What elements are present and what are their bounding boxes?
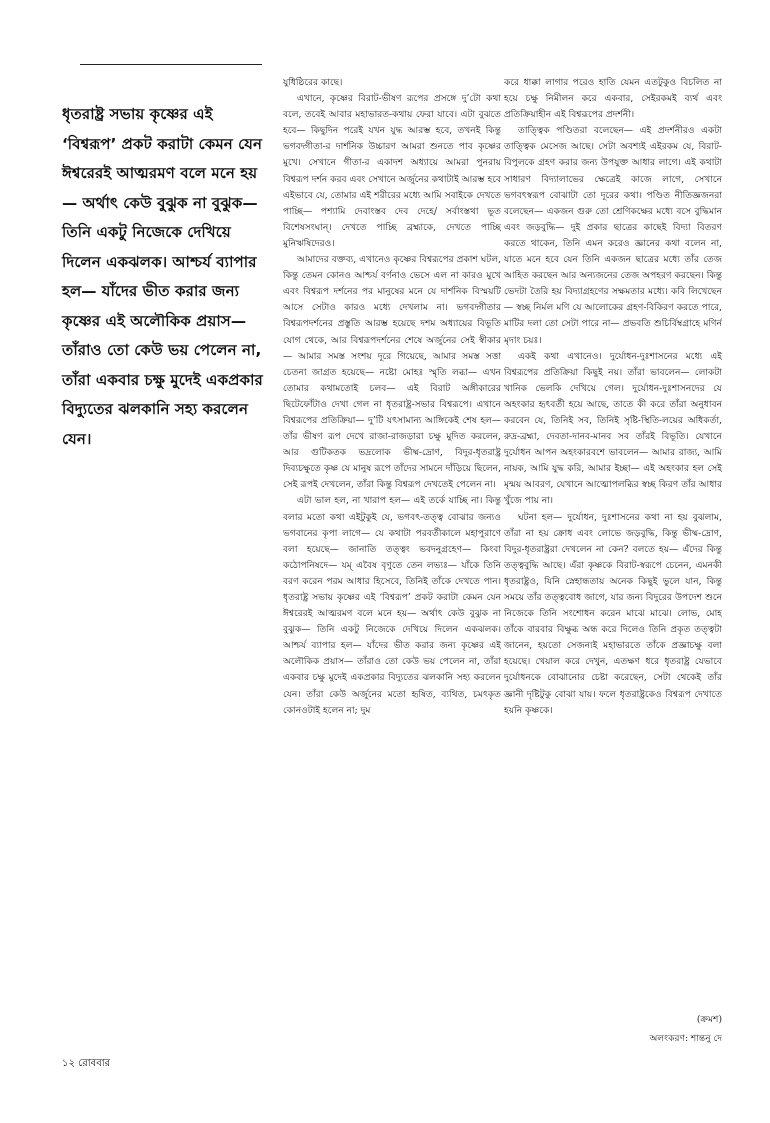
illustration-credit: অলংকরণ: শান্তনু দে [649,1034,722,1044]
paragraph: এখানে, কৃষ্ণের বিরাট-ভীষণ রূপের প্রসঙ্গে দু’টো কথা বলে, তবেই আবার মহাভারত-কথায় ফেরা যাবে। এটা বুঝতে হবে— কিছুদিন পরেই যখন যুদ্ধ আরম্ভ হবে, তখনই কিন্তু ভগবদ্গীতা-র দার্শনিক উচ্চারণ আমরা শুনতে পাব কৃষ্ণের মুখে। সেখানে গীতা-র একাদশ অধ্যায়ে আমরা পুনরায় বিশ্বরূপ দর্শন করব এবং সেখানে অর্জুনের কথাটাই আরম্ভ হবে এইভাবে যে, তোমার এই শরীরের মধ্যে আমি সবাইকে দেখতে পাচ্ছি— পশ্যামি দেবাংস্তব দেব দেহে/ সর্বাংস্তথা ভূত বিশেষসংঘান্। দেখতে পাচ্ছি ব্রহ্মাকে, দেখতে পাচ্ছি মুনিঋষিদেরও। [283,94,501,249]
paragraph: ঘটনা হল— দুর্যোধন, দুঃশাসনের কথা না হয় বুঝলাম, তাঁরা না হয় ক্রোধ এবং লোভে জড়বুদ্ধি, কিন্তু ভীষ্ম-দ্রোণ, বিদুর-ধৃতরাষ্ট্ররা দেখলেন না কেন? বলতে হয়— এঁদের কিন্তু তত্ত্ববুদ্ধি আছে। এঁরা কৃষ্ণকে বিরাট-স্বরূপে চেনেন, এমনকী ধৃতরাষ্ট্রও, যিনি স্নেহান্ধতায় অনেক কিছুই ভুলে যান, কিন্তু সময়ে তাঁর তত্ত্ববোধ জাগে, যার জন্য বিদুরের উপদেশ শুনে নিজেকে তিনি সংশোধন করেন মাঝে মাঝে। লোভ, মোহ তাঁকে বারবার বিক্ষুব্ধ অন্ধ করে দিলেও তিনি প্রকৃত তত্ত্বটা জানেন, হয়তো সেজন্যই মহাভারতে তাঁকে প্রজ্ঞাচক্ষু বলা হয়েছে। খেয়াল করে দেখুন, এতক্ষণ ধরে ধৃতরাষ্ট্র যেভাবে দুর্যোধনকে বোঝানোর চেষ্টা করেছেন, সেটা থেকেই তাঁর জ্ঞানী দৃষ্টিটুকু বোঝা যায়। ফলে ধৃতরাষ্ট্রকেও বিশ্বরূপ দেখাতে হয়নি কৃষ্ণকে। [504,512,722,716]
paragraph: এটা ভাল হল, না খারাপ হল— এই তর্কে যাচ্ছি না। কিন্তু বলার মতো কথা এইটুকুই যে, ভগবৎ-তত্ত্ব বোঝার জন্যও ভগবানের কৃপা লাগে— যে কথাটা পরবর্তীকালে মহাপুরাণে বলা হয়েছে— জানাতি তত্ত্বং ভবদনুগ্রহেণ— কিংবা কঠোপনিষদে— যম্ এবৈষ বৃণুতে তেন লভ্যঃ— যাঁকে তিনি বরণ করেন পরম আধার হিসেবে, তিনিই তাঁকে দেখতে পান। ধৃতরাষ্ট্র সভায় কৃষ্ণের এই ‘বিশ্বরূপ’ প্রকট করাটা কেমন যেন ঈশ্বরেরই আত্মরমণ বলে মনে হয়— অর্থাৎ কেউ বুঝুক না বুঝুক— তিনি একটু নিজেকে দেখিয়ে দিলেন একঝলক। আশ্চর্য ব্যাপার হল— যাঁদের ভীত করার জন্য কৃষ্ণের এই অলৌকিক প্রয়াস— তাঁরাও তো কেউ ভয় পেলেন না, তাঁরা একবার চক্ষু মুদেই একপ্রকার বিদ্যুতের ঝলকানি সহ্য করলেন যেন। তাঁরা কেউ অর্জুনের মতো হৃষিত, ব্যথিত, চমৎকৃত কোনওটাই হলেন না; দুম [283,496,501,716]
paragraph: আমাদের বক্তব্য, এখানেও কৃষ্ণের বিশ্বরূপের প্রকাশ ঘটল, কিন্তু তেমন কোনও আশ্চর্য বর্ণনাও ভেসে এল না কারও মুখে এবং বিশ্বরূপ দর্শনের পর মানুষের মনে যে দার্শনিক বিস্ময়টি আসে সেটাও কারও মধ্যে দেখলাম না। ভগবদ্গীতার বিশ্বরূপদর্শনের প্রস্তুতি আরম্ভ হয়েছে দশম অধ্যায়ের বিভূতি যোগ থেকে, আর বিশ্বরূপদর্শনের শেষে অর্জুনের সেই স্বীকার— আমার সমস্ত সংশয় দূরে গিয়েছে, আমার সমস্ত সত্তা চেতনা জাগ্রত হয়েছে— নষ্টো মোহঃ স্মৃতি লব্ধা— এখন তোমার কথামতোই চলব— এই বিরাট অঙ্গীকারের ছিটেফোঁটাও দেখা গেল না ধৃতরাষ্ট্র-সভার বিশ্বরূপে। এখানে বিশ্বরূপের প্রতিক্রিয়া— দু’টি যৎসামান্য আঙ্গিকেই শেষ হল— তাঁর ভীষণ রূপ দেখে রাজা-রাজড়ারা চক্ষু মুদিত করলেন, আর গুটিকতক ভদ্রলোক ভীষ্ম-দ্রোণ, বিদুর-ধৃতরাষ্ট্র দিব্যচক্ষুতে কৃষ্ণ যে মানুষ রূপে তাঁদের সামনে দাঁড়িয়ে ছিলেন, সেই রূপই দেখলেন, তাঁরা কিন্তু বিশ্বরূপ দেখতেই পেলেন না। [283,255,501,491]
continued-marker: (ক্রমশ) [696,1015,722,1025]
page-folio: ১২ রোববার [62,1058,111,1069]
paragraph: একই কথা এখানেও। দুর্যোধন-দুঃশাসনের মধ্যে এই বিশ্বরূপের প্রতিক্রিয়া কিছুই নয়। তাঁরা ভাবলেন— লোকটা খানিক ভেলকি দেখিয়ে গেল। দুর্যোধন-দুঃশাসনদের যে অহংকার হৃৎবর্তী হয়ে আছে, তাতে কী করে তাঁরা অনুধাবন করবেন যে, তিনিই সব, তিনিই সৃষ্টি-স্থিতি-লয়ের অধিকর্তা, রুদ্র-ব্রহ্মা, দেবতা-দানব-মানব সব তাঁরই বিভূতি। যেখানে দুর্যোধন আপন অহংকারবশে ভাবলেন— আমার রাজ্য, আমি নায়ক, আমি যুদ্ধ করি, আমার ইচ্ছা— এই অহংকার হল সেই মৃন্ময় আবরণ, যেখানে আত্মোপলব্ধির স্বচ্ছ কিরণ তাঁর আধার খুঁজে পায় না। [504,351,722,507]
pull-quote [62,100,270,454]
article-column-2 [504,75,722,1015]
paragraph: তাত্ত্বিক পণ্ডিতরা বলেছেন— এই প্রদর্শনীরও একটা তাত্ত্বিক মেসেজ আছে। সেটা অবশ্যই এইরকম যে, বিরাট-বিপুলকে গ্রহণ করার জন্য উপযুক্ত আধার লাগে। এই কথাটা সাধারণ বিদ্যালাভের ক্ষেত্রেই কাজে লাগে, সেখানে ভগবৎস্বরূপ বোঝাটা তো দূরের কথা। পণ্ডিত নীতিজ্ঞজনরা বলেছেন— একজন গুরু তো শ্রেণিকক্ষের মধ্যে বসে বুদ্ধিমান এবং জড়বুদ্ধি— দুই প্রকার ছাত্রের কাছেই বিদ্যা বিতরণ করতে থাকেন, তিনি এমন করেও জ্ঞানের কথা বলেন না, যাতে মনে হবে যেন তিনি একজন ছাত্রের মধ্যে তাঁর তেজ আহিত করছেন আর অন্যজনের তেজ অপহরণ করছেন। কিন্তু ভেদটা তৈরি হয় বিদ্যাগ্রহণের সক্ষমতার মধ্যে। কবি লিখেছেন— স্বচ্ছ নির্মল মণি যে আলোকের গ্রহণ-বিকিরণ করতে পারে, মাটির দলা তো সেটা পারে না— প্রভবতি শুচির্বিম্বগ্রাহে মণির্ন মৃদাং চয়ঃ। [504,126,722,346]
article-column-1 [283,75,501,1090]
pull-quote-rule [80,64,262,65]
pull-quote-text: ধৃতরাষ্ট্র সভায় কৃষ্ণের এই ‘বিশ্বরূপ’ প্রকট করাটা কেমন যেন ঈশ্বরেরই আত্মরমণ বলে মনে হয়— অর্থাৎ কেউ বুঝুক না বুঝুক— তিনি একটু নিজেকে দেখিয়ে দিলেন একঝলক। আশ্চর্য ব্যাপার হল— যাঁদের ভীত করার জন্য কৃষ্ণের এই অলৌকিক প্রয়াস— তাঁরাও তো কেউ ভয় পেলেন না, তাঁরা একবার চক্ষু মুদেই একপ্রকার বিদ্যুতের ঝলকানি সহ্য করলেন যেন। [62,105,263,448]
paragraph: করে ধাক্কা লাগার পরেও হাতি যেমন এতটুকুও বিচলিত না হয়ে চক্ষু নিমীলন করে একবার, সেইরকমই ব্যর্থ এবং প্রতিক্রিয়াহীন এই বিশ্বরূপের প্রদর্শনী। [504,78,722,121]
paragraph: যুধিষ্ঠিরের কাছে। [283,78,343,88]
